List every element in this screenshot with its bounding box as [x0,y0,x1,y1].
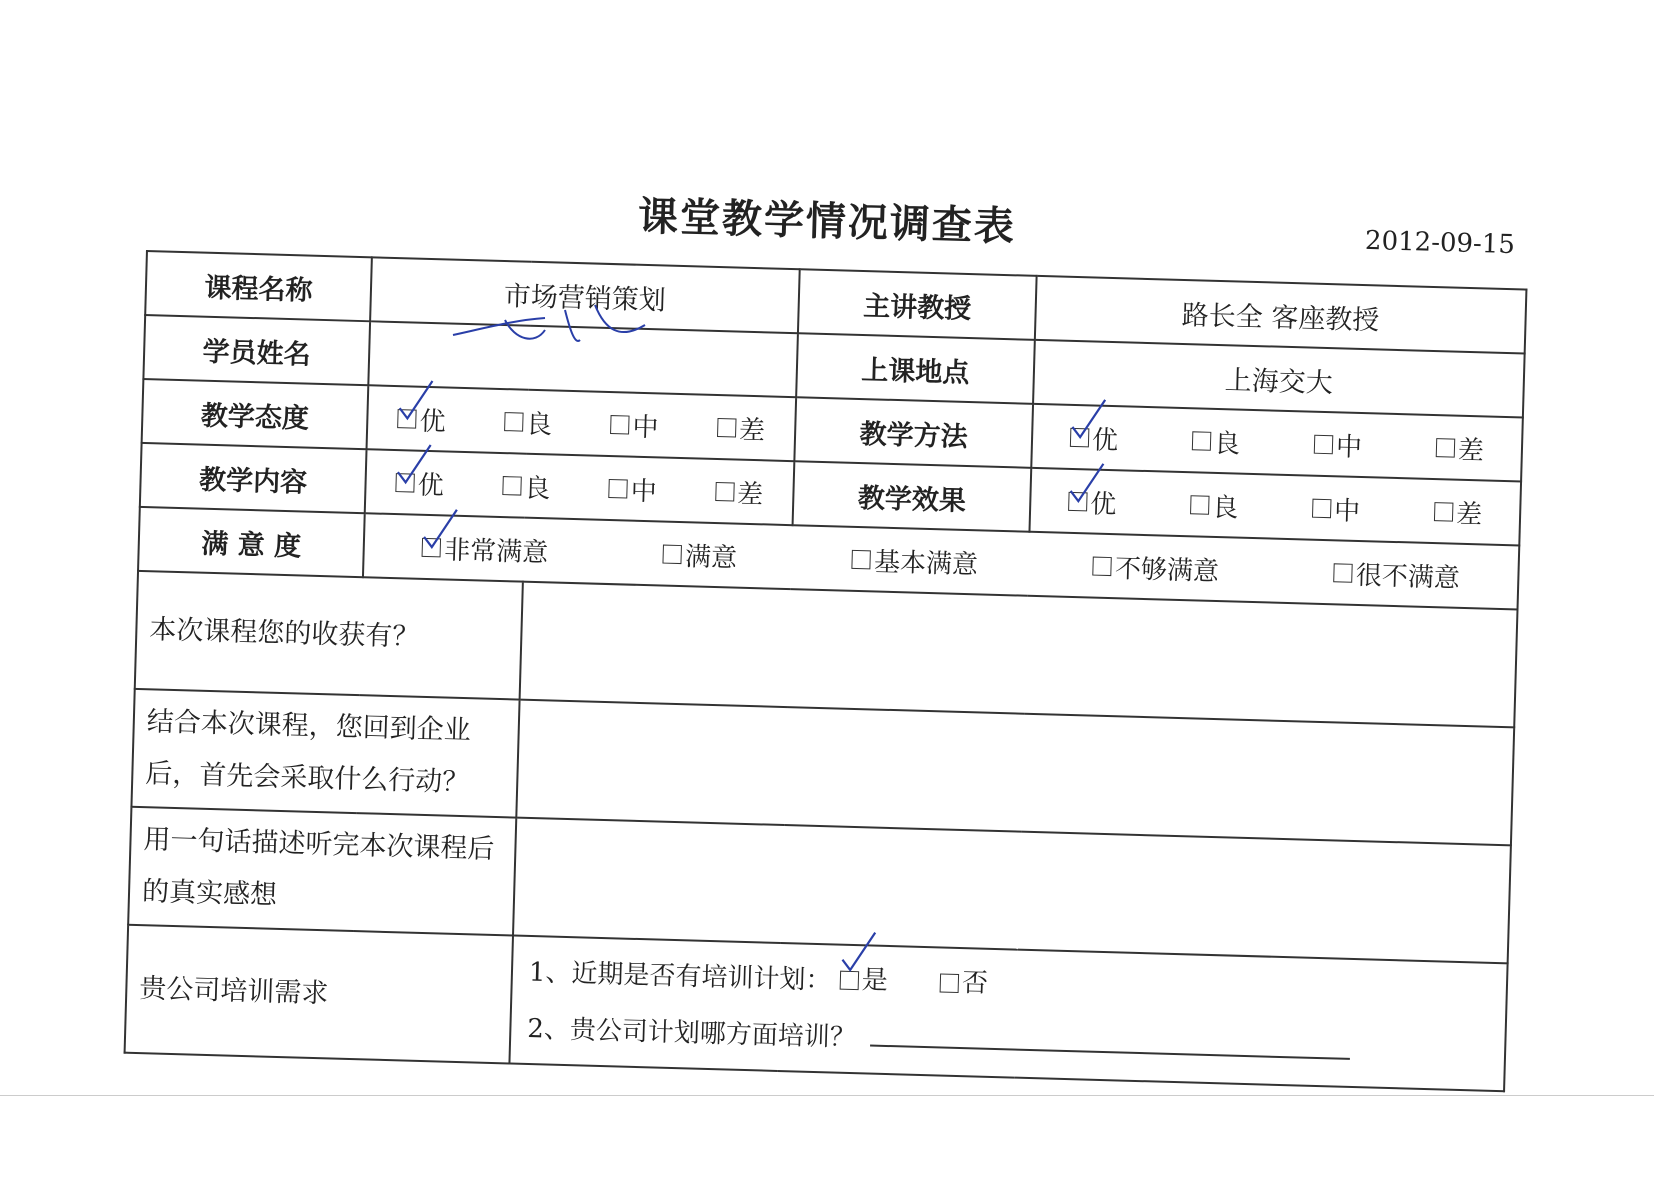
satisfaction-option-4[interactable] [1333,554,1460,595]
effect-option-1[interactable] [1190,486,1239,524]
needs-no-label: 否 [961,968,989,999]
method-option-1[interactable] [1192,422,1241,460]
effect-option-label: 差 [1455,499,1483,530]
course-value: 市场营销策划 [370,257,800,333]
effect-option-label: 中 [1333,495,1361,527]
content-option-label: 差 [736,479,764,510]
content-option-1[interactable] [502,467,551,505]
satisfaction-option-0[interactable] [422,528,549,569]
q3-label: 用一句话描述听完本次课程后的真实感想 [128,807,516,936]
effect-option-2[interactable] [1312,489,1361,527]
checkmark-icon [1068,396,1109,441]
checkbox-icon[interactable] [715,481,735,501]
needs-yes-option[interactable] [839,952,889,1009]
needs-section [509,936,1507,1091]
content-option-0[interactable] [395,464,444,502]
scan-edge [0,1095,1654,1096]
satisfaction-option-label: 非常满意 [443,534,549,568]
satisfaction-label: 满 意 度 [138,507,365,577]
attitude-option-label: 差 [738,415,766,446]
checkbox-icon[interactable] [1190,495,1210,515]
attitude-option-label: 良 [525,409,553,440]
effect-option-label: 优 [1089,488,1117,520]
content-option-3[interactable] [715,472,764,510]
attitude-option-0[interactable] [397,400,446,438]
survey-table [124,250,1528,1092]
venue-value: 上海交大 [1033,340,1525,418]
needs-q2-answer-line[interactable] [870,1018,1351,1059]
checkbox-icon[interactable] [717,418,737,438]
checkbox-icon[interactable] [1312,498,1332,518]
method-option-label: 良 [1213,428,1241,460]
lecturer-value: 路长全 客座教授 [1035,276,1527,354]
venue-label: 上课地点 [796,333,1035,404]
method-option-3[interactable] [1435,429,1484,467]
checkmark-icon [1066,460,1107,505]
method-label: 教学方法 [794,397,1033,468]
checkbox-icon[interactable] [1436,438,1456,458]
course-label: 课程名称 [145,251,372,321]
survey-form [123,250,1525,1098]
content-label: 教学内容 [140,443,367,513]
needs-q1-text: 1、近期是否有培训计划： [528,957,832,996]
lecturer-label: 主讲教授 [798,269,1037,340]
satisfaction-option-label: 很不满意 [1355,560,1461,594]
needs-label: 贵公司培训需求 [125,925,513,1063]
needs-yes-label: 是 [861,965,889,996]
satisfaction-option-label: 基本满意 [873,546,979,580]
needs-q2-text: 2、贵公司计划哪方面培训？ [526,1013,857,1053]
satisfaction-option-1[interactable] [663,535,738,574]
attitude-option-3[interactable] [716,409,765,447]
form-date: 2012-09-15 [1364,225,1516,261]
attitude-option-2[interactable] [610,406,659,444]
checkmark-icon [396,378,437,423]
effect-label: 教学效果 [793,461,1032,532]
content-option-label: 中 [630,476,658,507]
satisfaction-option-3[interactable] [1093,547,1220,588]
method-option-label: 中 [1335,431,1363,463]
attitude-option-label: 中 [632,412,659,443]
effect-option-label: 良 [1211,492,1239,524]
effect-option-3[interactable] [1434,493,1483,531]
q1-label: 本次课程您的收获有？ [135,571,523,700]
content-option-label: 优 [417,470,445,501]
method-option-2[interactable] [1314,425,1363,463]
student-label: 学员姓名 [143,315,370,385]
content-option-2[interactable] [608,470,657,508]
checkmark-icon [838,930,879,975]
method-option-0[interactable] [1070,418,1119,456]
checkmark-icon [394,442,435,487]
attitude-option-label: 优 [419,406,446,437]
handwritten-signature [445,290,665,370]
checkbox-icon[interactable] [663,544,683,564]
checkbox-icon[interactable] [609,479,629,499]
method-option-label: 优 [1091,424,1119,456]
satisfaction-option-2[interactable] [852,540,979,581]
effect-option-0[interactable] [1068,482,1117,520]
checkbox-icon[interactable] [1192,431,1212,451]
satisfaction-option-label: 满意 [684,541,738,574]
attitude-option-1[interactable] [504,403,553,441]
checkbox-icon[interactable] [940,973,960,993]
checkmark-icon [420,506,461,551]
q2-label: 结合本次课程，您回到企业后，首先会采取什么行动？ [131,689,519,818]
checkbox-icon[interactable] [502,476,522,496]
attitude-label: 教学态度 [142,379,369,449]
checkbox-icon[interactable] [1314,434,1334,454]
checkbox-icon[interactable] [1093,556,1113,576]
satisfaction-option-label: 不够满意 [1114,553,1220,587]
checkbox-icon[interactable] [1334,563,1354,583]
form-title: 课堂教学情况调查表 [637,193,1017,251]
checkbox-icon[interactable] [852,549,872,569]
needs-no-option[interactable] [939,954,989,1011]
checkbox-icon[interactable] [1434,502,1454,522]
method-option-label: 差 [1457,435,1485,466]
checkbox-icon[interactable] [504,412,524,432]
checkbox-icon[interactable] [610,415,630,435]
content-option-label: 良 [523,473,551,504]
